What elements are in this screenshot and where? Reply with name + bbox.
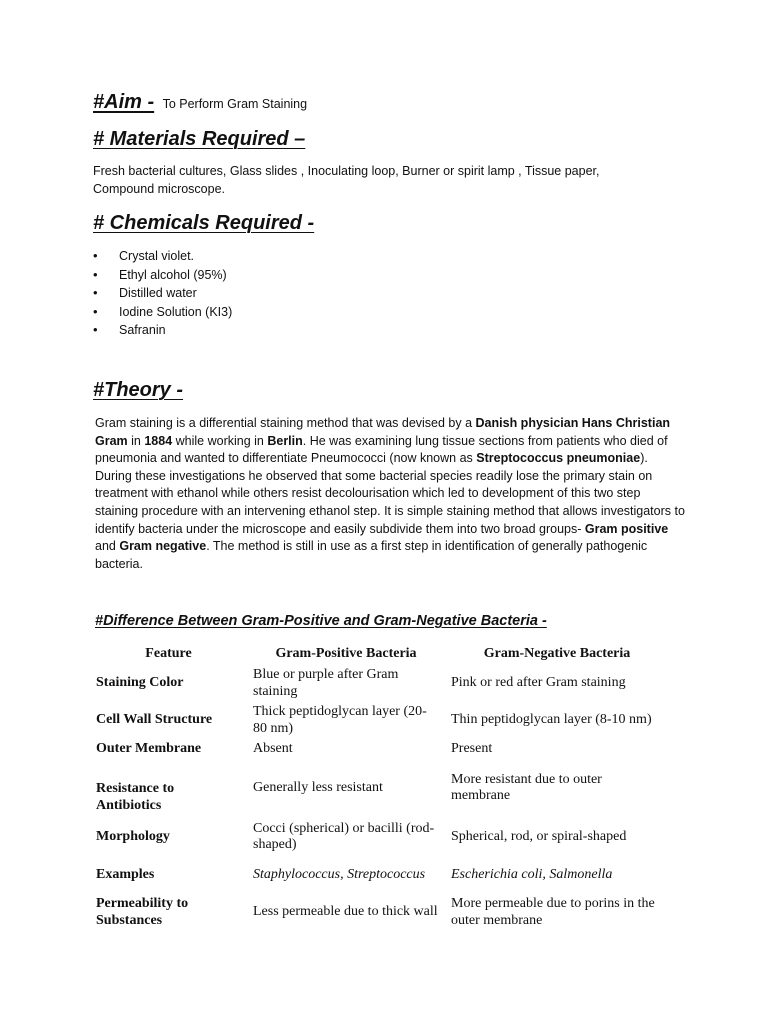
gram-negative-cell: More permeable due to porins in the outer membrane bbox=[451, 896, 655, 928]
list-item: • Iodine Solution (KI3) bbox=[93, 303, 232, 322]
comparison-table bbox=[90, 643, 669, 931]
gram-negative-cell: More resistant due to outer membrane bbox=[451, 771, 602, 803]
theory-emphasis: Streptococcus pneumoniae bbox=[476, 451, 641, 466]
table-row bbox=[90, 739, 669, 759]
gram-negative-cell bbox=[445, 857, 669, 894]
feature-cell: Outer Membrane bbox=[96, 740, 202, 756]
gram-positive-cell: Cocci (spherical) or bacilli (rod-shaped) bbox=[253, 820, 435, 852]
species-name: Escherichia coli, Salmonella bbox=[451, 867, 613, 883]
column-header: Gram-Negative Bacteria bbox=[483, 645, 631, 661]
list-item: • Crystal violet. bbox=[93, 247, 232, 266]
gram-negative-cell: Spherical, rod, or spiral-shaped bbox=[451, 828, 627, 844]
materials-text: Fresh bacterial cultures, Glass slides , Inoculating loop, Burner or spirit lamp , Tissue paper, Compound microscope. bbox=[93, 164, 600, 196]
table-row bbox=[90, 665, 669, 702]
theory-paragraph: Gram staining is a differential staining method that was devised by a Danish physician Hans Christian Gram in 1884 while working in Berlin. He was examining lung tissue sections from patients who died of pneumonia and wanted to differentiate Pneumococci (now known as Streptococcus pneumoniae). During these investigations he observed that some bacterial species readily lose the primary stain on treatment with ethanol while others resist decolourisation which led to development of this two step staining procedure with an intervening ethanol step. It is simple staining method that allows investigators to identify bacteria under the microscope and easily subdivide them into two broad groups- Gram positive and Gram negative. The method is still in use as a first step in identification of generally pathogenic bacteria. bbox=[95, 416, 685, 571]
feature-cell: Morphology bbox=[96, 828, 170, 844]
table-row bbox=[90, 817, 669, 857]
theory-emphasis: Gram positive bbox=[584, 521, 669, 536]
chemicals-heading: # Chemicals Required - bbox=[93, 212, 315, 234]
difference-heading: #Difference Between Gram-Positive and Gram-Negative Bacteria - bbox=[95, 613, 547, 629]
materials-heading: # Materials Required – bbox=[93, 128, 306, 150]
chemicals-list bbox=[93, 247, 232, 340]
aim-text: To Perform Gram Staining bbox=[162, 97, 308, 111]
table-row bbox=[90, 894, 669, 931]
list-item: • Ethyl alcohol (95%) bbox=[93, 266, 232, 285]
aim-heading: #Aim - bbox=[93, 91, 155, 113]
gram-positive-cell: Less permeable due to thick wall bbox=[253, 904, 438, 920]
feature-cell: Staining Color bbox=[96, 675, 184, 691]
feature-cell: Permeability to Substances bbox=[96, 896, 189, 928]
list-item: • Distilled water bbox=[93, 284, 232, 303]
gram-positive-cell: Thick peptidoglycan layer (20-80 nm) bbox=[253, 704, 427, 736]
species-name: Staphylococcus, Streptococcus bbox=[253, 867, 426, 883]
feature-cell: Resistance to Antibiotics bbox=[96, 781, 175, 813]
feature-cell: Cell Wall Structure bbox=[96, 712, 213, 728]
gram-positive-cell: Blue or purple after Gram staining bbox=[253, 667, 399, 699]
theory-heading: #Theory - bbox=[93, 379, 184, 401]
table-row bbox=[90, 759, 669, 817]
theory-emphasis: Danish physician Hans Christian Gram bbox=[95, 416, 671, 448]
aim-line bbox=[93, 91, 307, 114]
table-row bbox=[90, 702, 669, 739]
gram-positive-cell: Generally less resistant bbox=[253, 779, 383, 795]
column-header: Feature bbox=[145, 645, 192, 661]
gram-positive-cell bbox=[247, 857, 445, 894]
theory-emphasis: Berlin bbox=[267, 433, 303, 448]
gram-negative-cell: Present bbox=[451, 740, 493, 756]
feature-cell: Examples bbox=[96, 867, 155, 883]
gram-negative-cell: Pink or red after Gram staining bbox=[451, 675, 626, 691]
list-item: • Safranin bbox=[93, 321, 232, 340]
theory-emphasis: 1884 bbox=[144, 433, 173, 448]
theory-emphasis: Gram negative bbox=[119, 539, 207, 554]
gram-positive-cell: Absent bbox=[253, 740, 293, 756]
column-header: Gram-Positive Bacteria bbox=[275, 645, 417, 661]
table-row bbox=[90, 857, 669, 894]
gram-negative-cell: Thin peptidoglycan layer (8-10 nm) bbox=[451, 712, 652, 728]
table-header-row bbox=[90, 643, 669, 665]
